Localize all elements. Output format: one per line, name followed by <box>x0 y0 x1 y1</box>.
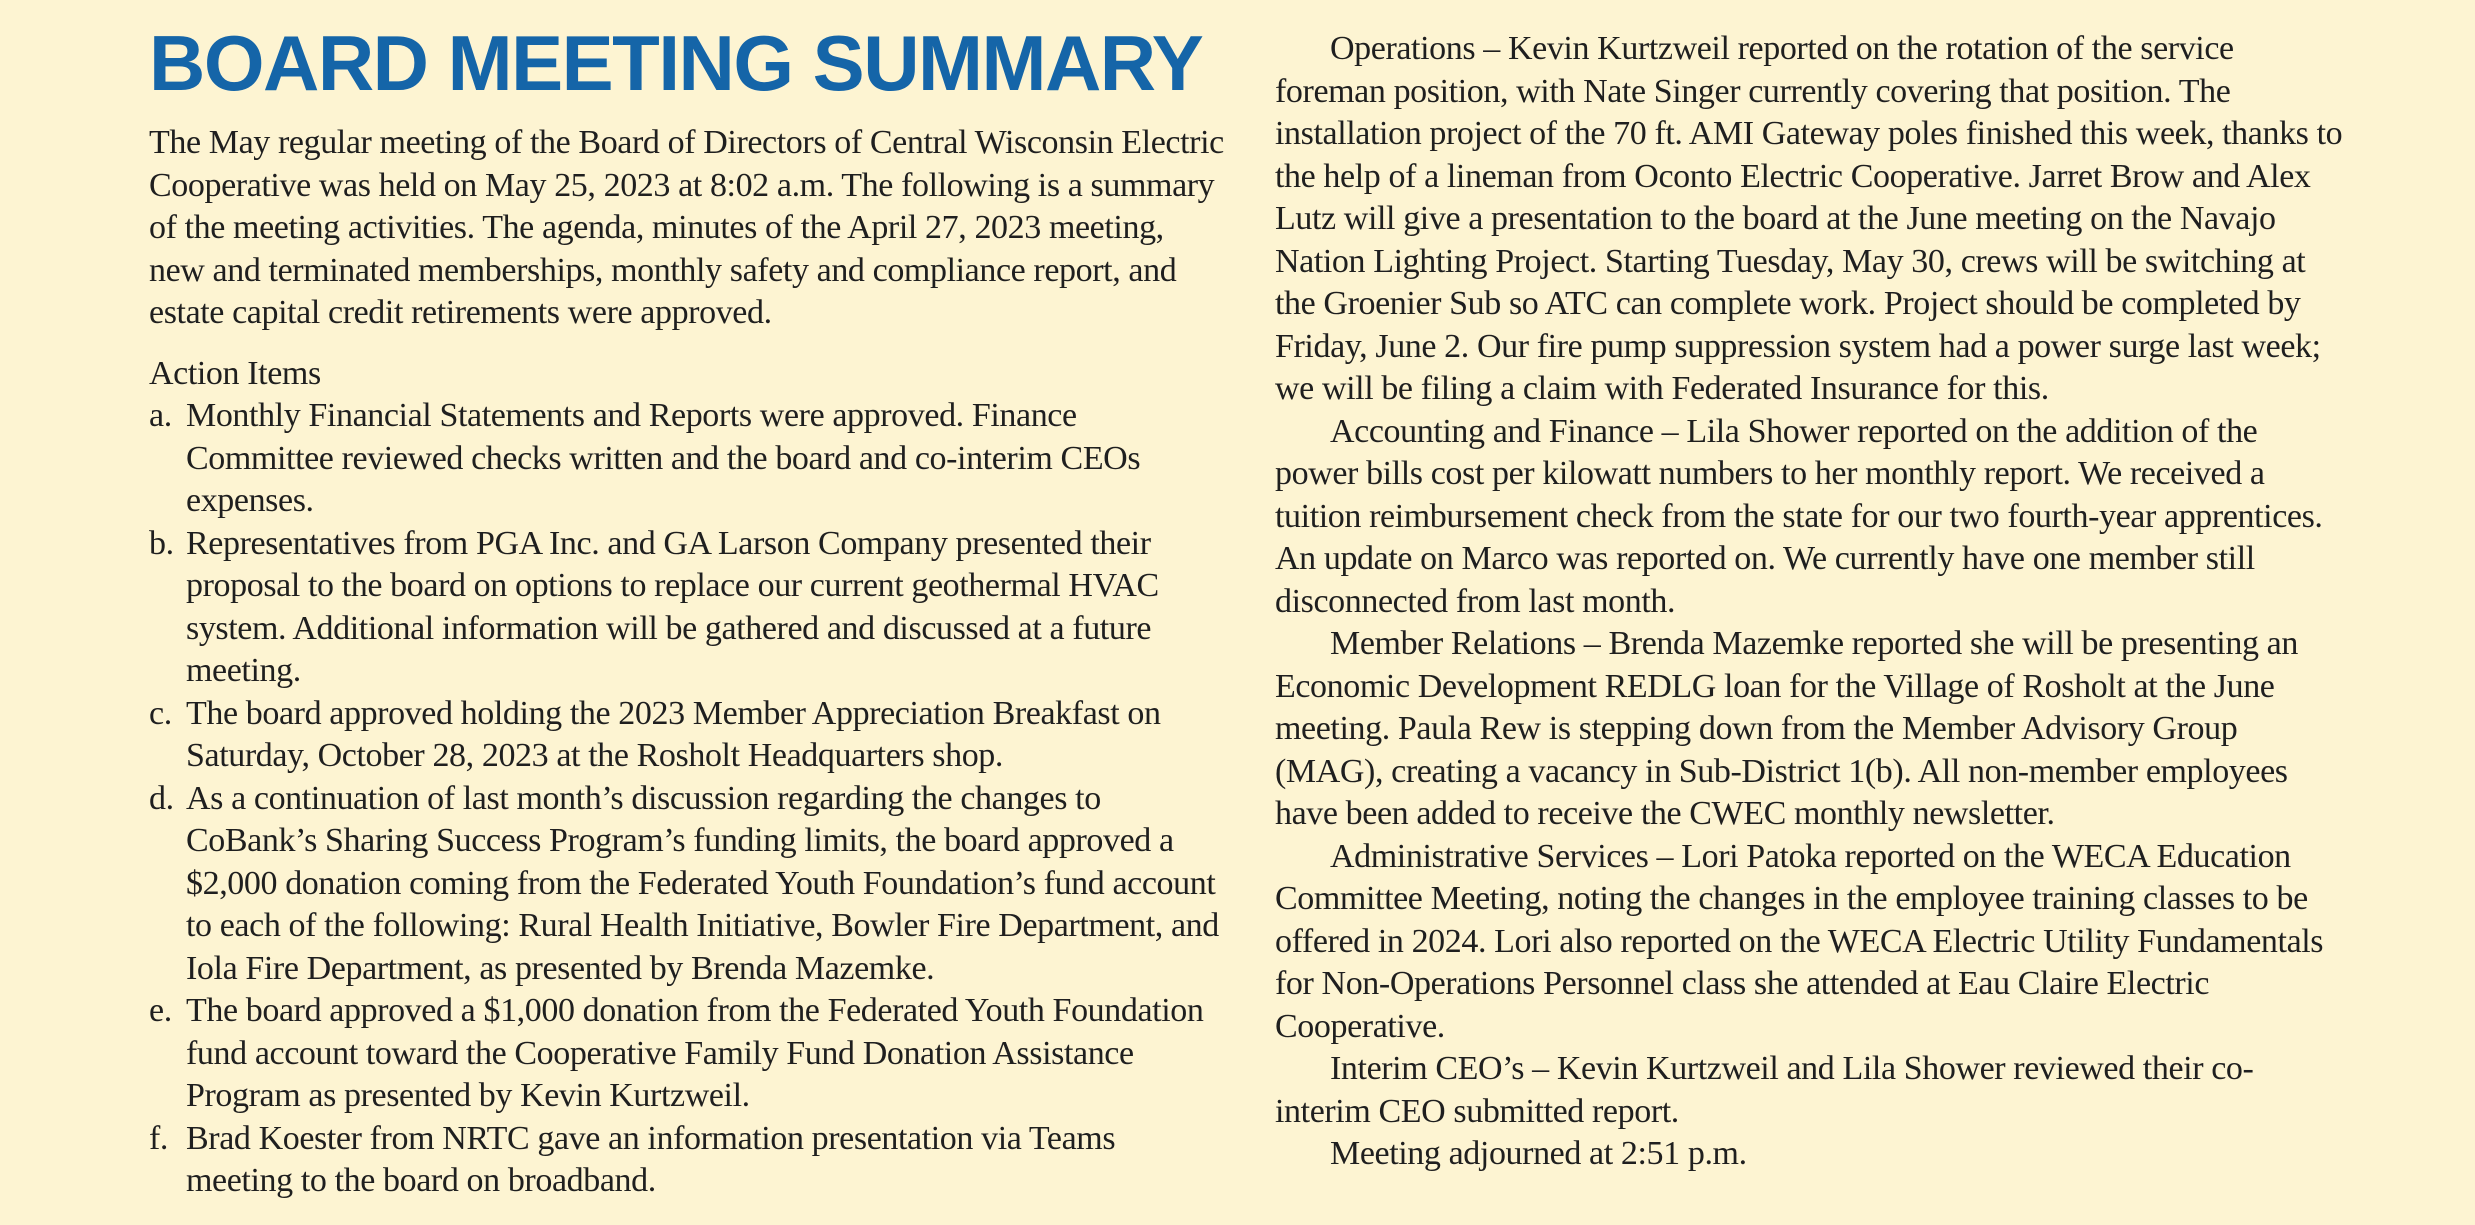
action-item-text: The board approved holding the 2023 Member Appreciation Breakfast on Saturday, October 28, 2023 at the Rosholt Headquarters shop. <box>186 694 1161 774</box>
page-title: BOARD MEETING SUMMARY <box>149 19 1203 107</box>
action-item-c <box>149 693 1224 778</box>
intro-paragraph: The May regular meeting of the Board of Directors of Central Wisconsin Electric Cooperative was held on May 25, 2023 at 8:02 a.m. The following is a summary of the meeting activities. The agenda, minutes of the April 27, 2023 meeting, new and terminated memberships, monthly safety and compliance report, and estate capital credit retirements were approved. <box>149 124 1224 331</box>
operations-report: Operations – Kevin Kurtzweil reported on the rotation of the service foreman position, with Nate Singer currently covering that position. The installation project of the 70 ft. AMI Gateway poles finished this week, thanks to the help of a lineman from Oconto Electric Cooperative. Jarret Brow and Alex Lutz will give a presentation to the board at the June meeting on the Navajo Nation Lighting Project. Starting Tuesday, May 30, crews will be switching at the Groenier Sub so ATC can complete work. Project should be completed by Friday, June 2. Our fire pump suppression system had a power surge last week; we will be filing a claim with Federated Insurance for this. <box>1275 30 2343 407</box>
action-item-text: The board approved a $1,000 donation from the Federated Youth Foundation fund account toward the Cooperative Family Fund Donation Assistance Program as presented by Kevin Kurtzweil. <box>186 992 1204 1114</box>
action-item-text: Brad Koester from NRTC gave an information presentation via Teams meeting to the board on broadband. <box>186 1119 1116 1199</box>
administrative-services-report: Administrative Services – Lori Patoka reported on the WECA Education Committee Meeting, noting the changes in the employee training classes to be offered in 2024. Lori also reported on the WECA Electric Utility Fundamentals for Non-Operations Personnel class she attended at Eau Claire Electric Cooperative. <box>1275 837 2324 1045</box>
action-item-letter: e. <box>149 992 172 1029</box>
action-item-letter: b. <box>149 524 174 562</box>
right-column <box>1275 28 2345 1176</box>
action-item-b <box>149 523 1224 693</box>
action-item-letter: f. <box>149 1119 169 1157</box>
action-item-text: Representatives from PGA Inc. and GA Larson Company presented their proposal to the board on options to replace our current geothermal HVAC system. Additional information will be gathered and discussed at a future meeting. <box>186 524 1159 689</box>
left-column <box>149 0 1224 1203</box>
meeting-adjourned: Meeting adjourned at 2:51 p.m. <box>1330 1135 1747 1172</box>
action-item-d <box>149 778 1224 991</box>
action-item-letter: d. <box>149 779 174 817</box>
action-item-a <box>149 395 1224 523</box>
action-item-text: Monthly Financial Statements and Reports were approved. Finance Committee reviewed checks written and the board and co-interim CEOs expenses. <box>186 397 1141 519</box>
interim-ceo-report: Interim CEO’s – Kevin Kurtzweil and Lila Shower reviewed their co-interim CEO submitted report. <box>1275 1050 2254 1130</box>
action-item-e <box>149 990 1224 1118</box>
member-relations-report: Member Relations – Brenda Mazemke reported she will be presenting an Economic Development REDLG loan for the Village of Rosholt at the June meeting. Paula Rew is stepping down from the Member Advisory Group (MAG), creating a vacancy in Sub-District 1(b). All non-member employees have been added to receive the CWEC monthly newsletter. <box>1275 625 2298 832</box>
action-item-f <box>149 1118 1224 1203</box>
action-item-text: As a continuation of last month’s discussion regarding the changes to CoBank’s Sharing Success Program’s funding limits, the board approved a $2,000 donation coming from the Federated Youth Foundation’s fund account to each of the following: Rural Health Initiative, Bowler Fire Department, and Iola Fire Department, as presented by Brenda Mazemke. <box>186 779 1219 987</box>
action-items-list <box>149 395 1224 1203</box>
action-item-letter: a. <box>149 397 172 434</box>
accounting-finance-report: Accounting and Finance – Lila Shower reported on the addition of the power bills cost per kilowatt numbers to her monthly report. We received a tuition reimbursement check from the state for our two fourth-year apprentices. An update on Marco was reported on. We currently have one member still disconnected from last month. <box>1275 412 2323 620</box>
action-items-heading: Action Items <box>149 354 321 392</box>
action-item-letter: c. <box>149 694 172 732</box>
